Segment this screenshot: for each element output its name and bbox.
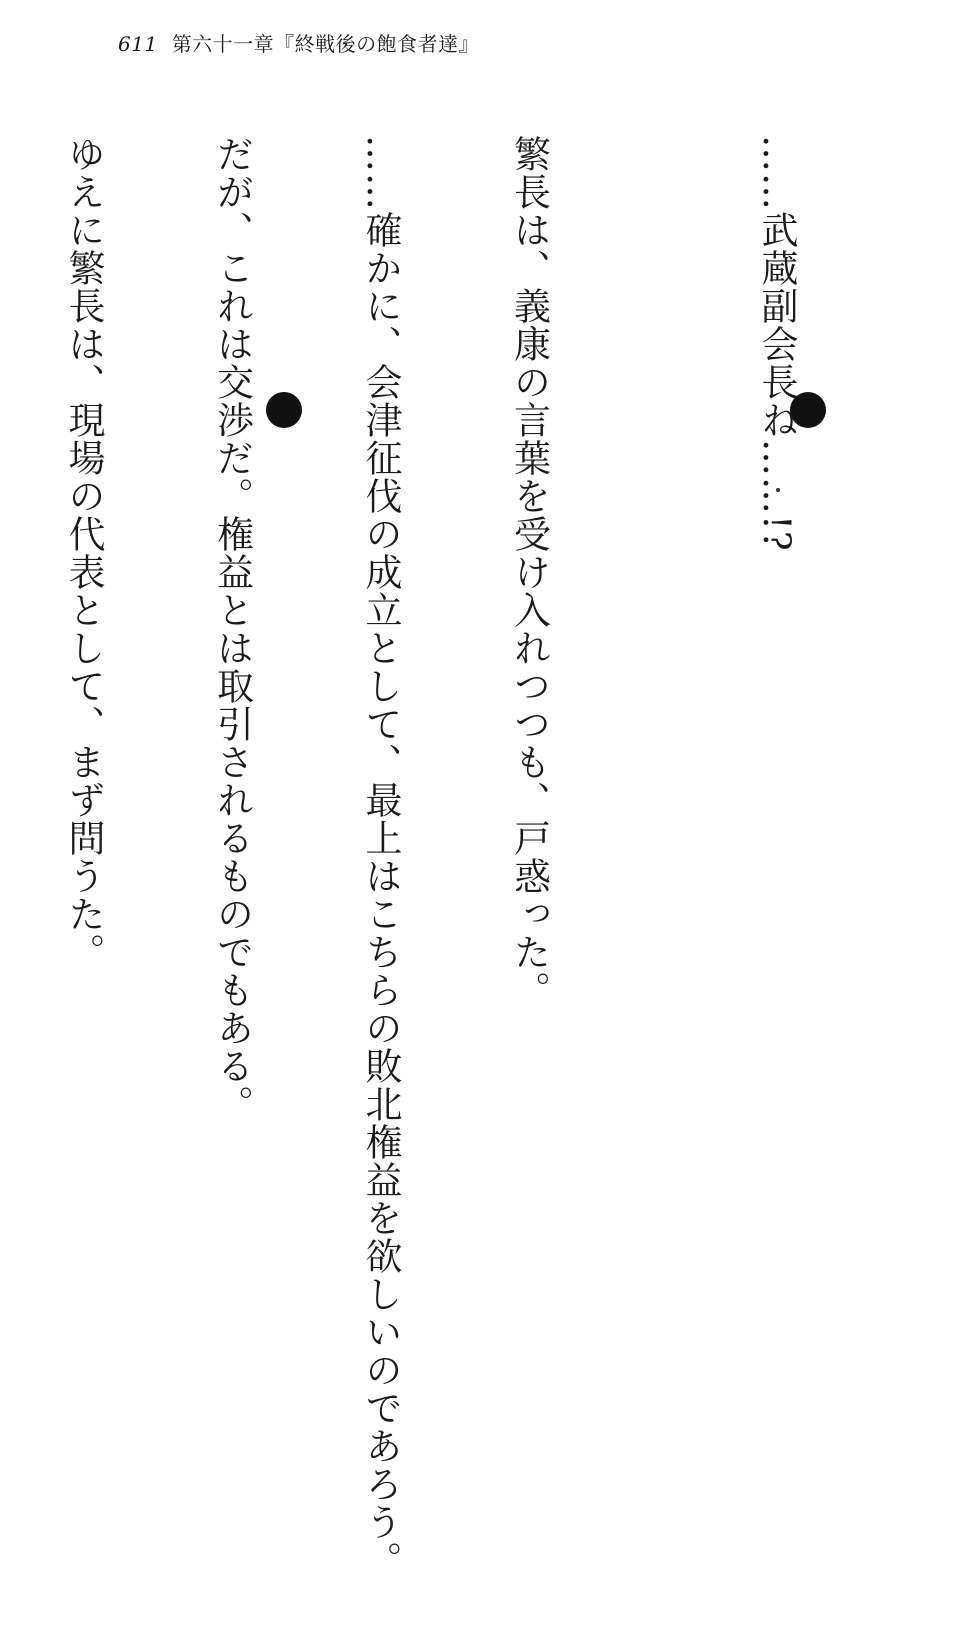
text-line: ……武蔵副会長ね……!?: [755, 135, 798, 552]
page-number: 611: [118, 32, 158, 56]
text-line: だが、これは交渉だ。権益とは取引されるものでもある。: [210, 135, 254, 1123]
running-header: [118, 28, 479, 57]
chapter-title: 第六十一章『終戦後の飽食者達』: [171, 32, 480, 56]
text-line: ゆえに繁長は、現場の代表として、まず問うた。: [62, 135, 105, 971]
text-line: ……確かに、会津征伐の成立として、最上はこちらの敗北権益を欲しいのであろう。: [359, 135, 402, 1579]
text-line: 繁長は、義康の言葉を受け入れつつも、戸惑った。: [507, 135, 551, 1009]
vertical-body-text: [62, 135, 900, 1579]
